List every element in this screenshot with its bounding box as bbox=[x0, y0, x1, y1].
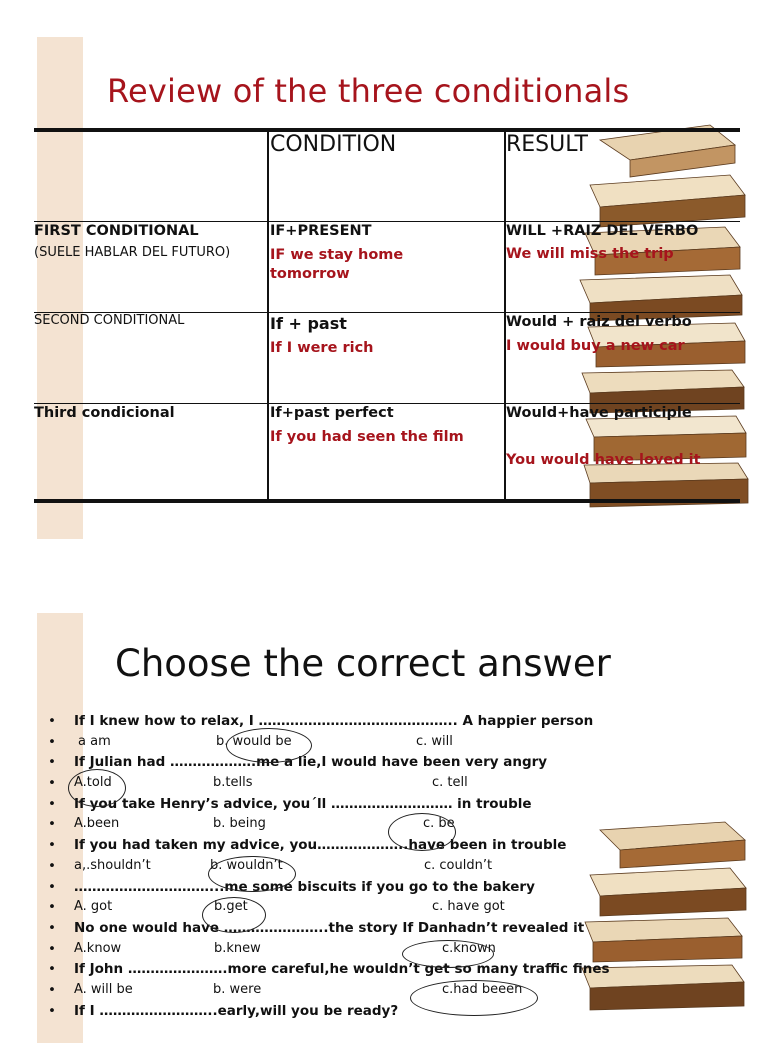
option-c[interactable]: c.had beeen bbox=[442, 981, 523, 997]
answer-circle-4 bbox=[208, 856, 296, 892]
question-text: If I knew how to relax, I …………………………………….. A happier person bbox=[74, 713, 594, 729]
option-b[interactable]: b. wouldn’t bbox=[210, 857, 283, 873]
row-3-condition-rule: If+past perfect bbox=[270, 405, 394, 421]
question-5 bbox=[48, 879, 748, 900]
header-condition: CONDITION bbox=[270, 132, 397, 157]
question-text: If you take Henry’s advice, you´ll ……………………… in trouble bbox=[74, 795, 532, 812]
bullet: • bbox=[48, 795, 56, 812]
question-8 bbox=[48, 1003, 748, 1024]
row-1-result-example: We will miss the trip bbox=[506, 246, 674, 262]
question-1 bbox=[48, 713, 748, 734]
row-1-name: FIRST CONDITIONAL bbox=[34, 223, 199, 239]
option-a[interactable]: A. got bbox=[74, 899, 113, 915]
option-a[interactable]: A.been bbox=[74, 816, 120, 832]
row-1-result-rule: WILL +RAIZ DEL VERBO bbox=[506, 223, 699, 239]
question-text: If you had taken my advice, you………………..have been in trouble bbox=[74, 837, 567, 854]
option-c[interactable]: c. tell bbox=[432, 775, 468, 791]
question-text: If John ………………….more careful,he wouldn’t get so many traffic fines bbox=[74, 961, 610, 978]
question-2 bbox=[48, 754, 748, 775]
header-result: RESULT bbox=[506, 132, 588, 157]
question-text: …………………………...me some biscuits if you go to the bakery bbox=[74, 878, 535, 895]
option-b[interactable]: b.get bbox=[214, 899, 248, 915]
slide-1-title: Review of the three conditionals bbox=[107, 72, 630, 110]
options-4 bbox=[48, 858, 748, 879]
question-text: If I ……………………..early,will you be ready? bbox=[74, 1002, 399, 1019]
bullet: • bbox=[48, 754, 56, 771]
option-a[interactable]: A. will be bbox=[74, 981, 133, 997]
option-b[interactable]: b. would be bbox=[216, 733, 292, 749]
table-bottom-border bbox=[34, 499, 740, 503]
bullet: • bbox=[48, 775, 56, 792]
option-c[interactable]: c. will bbox=[416, 733, 453, 749]
row-3-result-rule: Would+have participle bbox=[506, 405, 692, 421]
table-divider-3 bbox=[34, 403, 740, 404]
option-a[interactable]: a,.shouldn’t bbox=[74, 857, 151, 873]
option-a[interactable]: A.know bbox=[74, 940, 122, 956]
options-5 bbox=[48, 899, 748, 920]
answer-circle-2 bbox=[68, 769, 126, 807]
option-c[interactable]: c.known bbox=[442, 940, 496, 956]
question-3 bbox=[48, 796, 748, 817]
options-2 bbox=[48, 775, 748, 796]
bullet: • bbox=[48, 940, 56, 957]
row-2-name: SECOND CONDITIONAL bbox=[34, 313, 185, 328]
table-divider-1 bbox=[34, 221, 740, 222]
option-b[interactable]: b.knew bbox=[214, 940, 261, 956]
question-6 bbox=[48, 920, 748, 941]
option-b[interactable]: b.tells bbox=[213, 775, 253, 791]
options-6 bbox=[48, 941, 748, 962]
bullet: • bbox=[48, 816, 56, 833]
answer-circle-3 bbox=[388, 813, 456, 851]
bullet: • bbox=[48, 733, 56, 750]
options-7 bbox=[48, 982, 748, 1003]
bullet: • bbox=[48, 919, 56, 936]
row-2-result-example: I would buy a new car bbox=[506, 338, 685, 354]
bullet: • bbox=[48, 899, 56, 916]
row-3-result-example: You would have loved it bbox=[506, 452, 701, 468]
row-2-condition-example: If I were rich bbox=[270, 340, 374, 356]
question-list bbox=[48, 713, 748, 1023]
option-c[interactable]: c. have got bbox=[432, 899, 505, 915]
answer-circle-1 bbox=[226, 728, 312, 763]
answer-circle-7 bbox=[410, 980, 538, 1016]
row-2-condition-rule: If + past bbox=[270, 314, 347, 333]
bullet: • bbox=[48, 837, 56, 854]
table-col-divider-1 bbox=[267, 130, 269, 501]
question-text: No one would have …………………..the story If Danhadn’t revealed it bbox=[74, 919, 585, 936]
row-1-note: (SUELE HABLAR DEL FUTURO) bbox=[34, 245, 231, 260]
row-3-name: Third condicional bbox=[34, 405, 175, 421]
option-c[interactable]: c. be bbox=[423, 816, 455, 832]
option-b[interactable]: b. were bbox=[213, 981, 262, 997]
option-a[interactable]: a am bbox=[78, 733, 111, 749]
row-2-result-rule: Would + raiz del verbo bbox=[506, 314, 692, 330]
option-c[interactable]: c. couldn’t bbox=[424, 857, 493, 873]
options-1 bbox=[48, 734, 748, 755]
bullet: • bbox=[48, 1002, 56, 1019]
bullet: • bbox=[48, 981, 56, 998]
answer-circle-5 bbox=[202, 897, 266, 933]
question-text: If Julian had ……………….me a lie,I would have been very angry bbox=[74, 754, 548, 771]
row-3-condition-example: If you had seen the film bbox=[270, 429, 464, 445]
question-7 bbox=[48, 961, 748, 982]
bullet: • bbox=[48, 961, 56, 978]
bullet: • bbox=[48, 857, 56, 874]
row-1-condition-rule: IF+PRESENT bbox=[270, 223, 372, 239]
option-a[interactable]: A.told bbox=[74, 775, 112, 791]
slide-2-title: Choose the correct answer bbox=[115, 642, 611, 685]
answer-circle-6 bbox=[402, 940, 494, 968]
bullet: • bbox=[48, 713, 56, 729]
bullet: • bbox=[48, 878, 56, 895]
row-1-condition-example: IF we stay home tomorrow bbox=[270, 247, 404, 282]
option-b[interactable]: b. being bbox=[213, 816, 266, 832]
